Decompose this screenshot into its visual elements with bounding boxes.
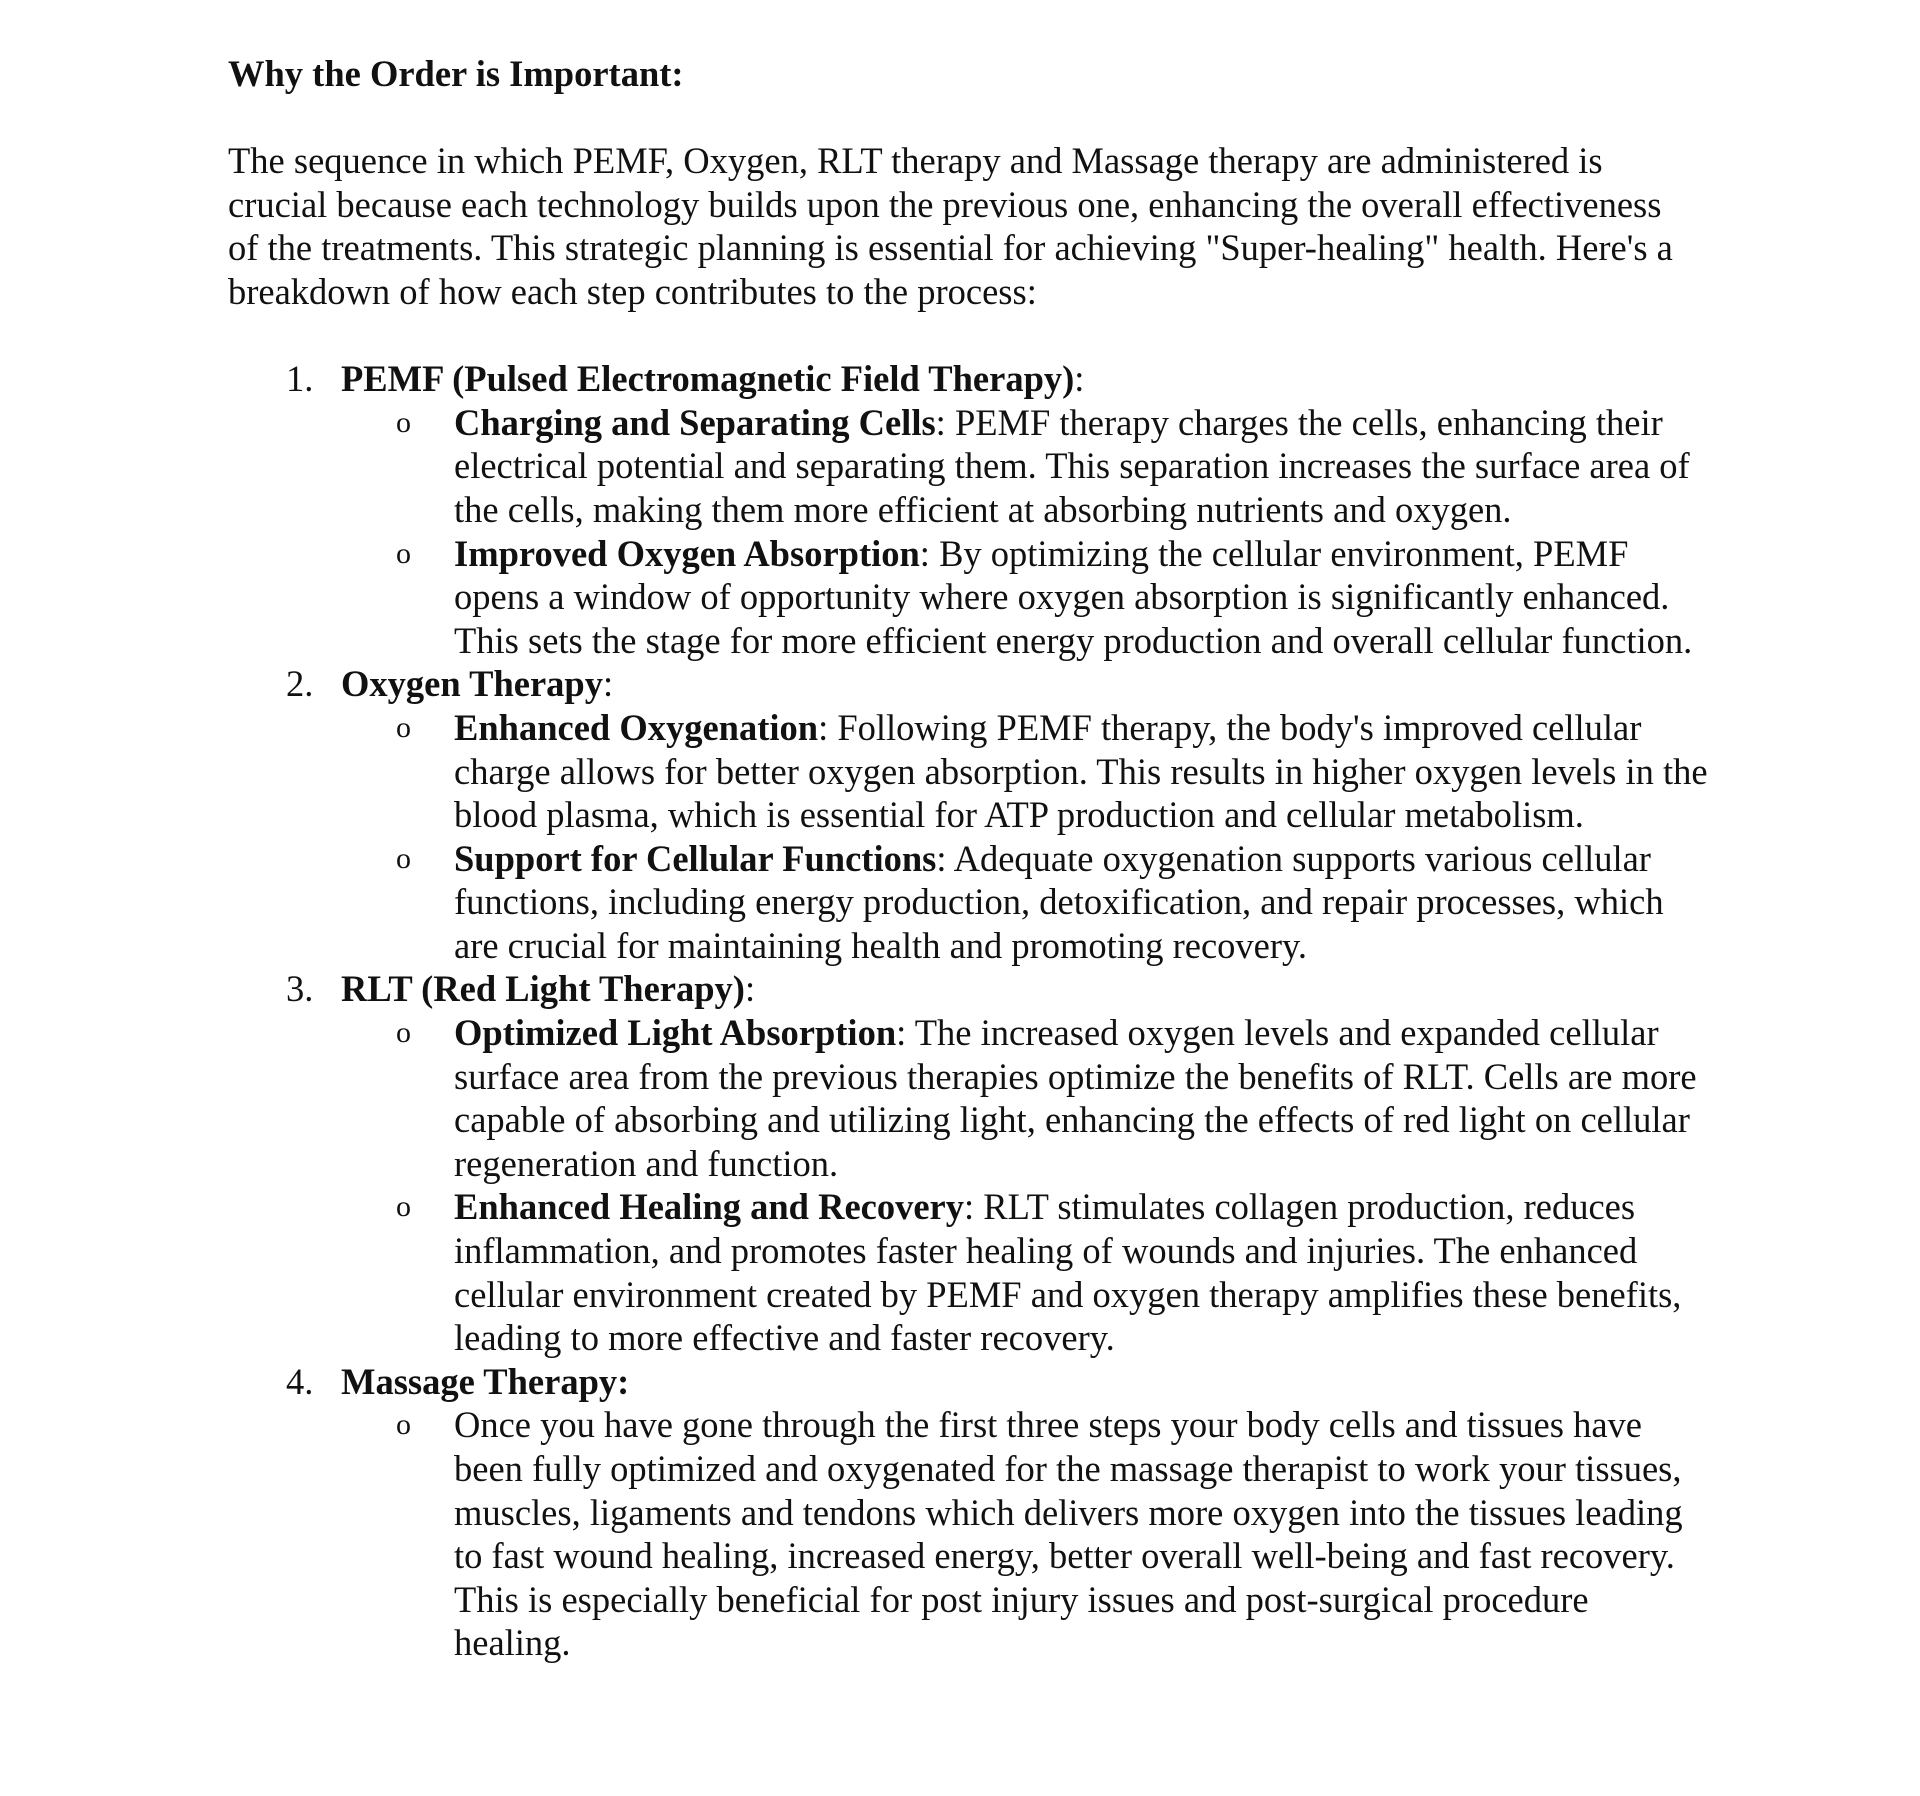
section-heading: Why the Order is Important: xyxy=(228,53,684,94)
steps-list xyxy=(228,357,1728,1665)
step-number: 4. xyxy=(286,1360,314,1402)
sub-item-text xyxy=(454,1403,1714,1665)
sub-item-body: : Following PEMF therapy, the body's improved cellular charge allows for better oxygen absorption. This results in higher oxygen levels in the blood plasma, which is essential for ATP production and cellular metabolism. xyxy=(454,706,1708,836)
document-page xyxy=(228,52,1728,1665)
circle-bullet-icon: o xyxy=(396,536,411,570)
sub-item-text xyxy=(454,1011,1714,1185)
sub-list xyxy=(341,1011,1728,1360)
step-title-bold: Massage Therapy: xyxy=(341,1360,630,1402)
sub-item-term: Enhanced Oxygenation xyxy=(454,706,819,748)
sub-item-term: Improved Oxygen Absorption xyxy=(454,532,920,574)
step-title xyxy=(341,1361,629,1402)
step-title xyxy=(341,358,1084,399)
sub-item-term: Enhanced Healing and Recovery xyxy=(454,1186,965,1228)
sub-item-text xyxy=(454,532,1714,663)
sub-item-term: Optimized Light Absorption xyxy=(454,1012,897,1054)
sub-item-body: Once you have gone through the first three steps your body cells and tissues have been fully optimized and oxygenated for the massage therapist to work your tissues, muscles, ligaments and tendons which delivers more oxygen into the tissues leading to fast wound healing, increased energy, better overall well-being and fast recovery. This is especially beneficial for post injury issues and post-surgical procedure healing. xyxy=(454,1404,1683,1664)
step-number: 1. xyxy=(286,358,314,400)
sub-item xyxy=(341,401,1728,532)
sub-list xyxy=(341,401,1728,663)
step-item-pemf xyxy=(228,357,1728,662)
sub-item-text xyxy=(454,1185,1714,1359)
intro-paragraph: The sequence in which PEMF, Oxygen, RLT therapy and Massage therapy are administered is crucial because each technology builds upon the previous one, enhancing the overall effectiveness of the treatments. This strategic planning is essential for achieving "Super-healing" health. Here's a breakdown of how each step contributes to the process: xyxy=(228,140,1673,312)
sub-item-body: : RLT stimulates collagen production, reduces inflammation, and promotes faster healing of wounds and injuries. The enhanced cellular environment created by PEMF and oxygen therapy amplifies these benefits, leading to more effective and faster recovery. xyxy=(454,1186,1682,1359)
sub-item-body: : PEMF therapy charges the cells, enhancing their electrical potential and separating them. This separation increases the surface area of the cells, making them more efficient at absorbing nutrients and oxygen. xyxy=(454,401,1690,530)
sub-item-body: : The increased oxygen levels and expanded cellular surface area from the previous therapies optimize the benefits of RLT. Cells are more capable of absorbing and utilizing light, enhancing the effects of red light on cellular regeneration and function. xyxy=(454,1012,1697,1184)
step-title-suffix: : xyxy=(744,968,756,1010)
step-title xyxy=(341,663,613,704)
sub-item xyxy=(341,1011,1728,1185)
sub-list xyxy=(341,1403,1728,1665)
sub-item-body: : Adequate oxygenation supports various cellular functions, including energy production, detoxification, and repair processes, which are crucial for maintaining health and promoting recovery. xyxy=(454,837,1664,966)
step-item-rlt xyxy=(228,967,1728,1359)
sub-item-text xyxy=(454,706,1714,837)
sub-item xyxy=(341,1403,1728,1665)
sub-item xyxy=(341,837,1728,968)
sub-item-text xyxy=(454,837,1714,968)
circle-bullet-icon: o xyxy=(396,1190,411,1224)
circle-bullet-icon: o xyxy=(396,1016,411,1050)
sub-item-term: Charging and Separating Cells xyxy=(454,401,936,443)
step-number: 2. xyxy=(286,663,314,705)
circle-bullet-icon: o xyxy=(396,841,411,875)
step-title-bold: Oxygen Therapy xyxy=(341,663,603,705)
sub-item-body: : By optimizing the cellular environment, PEMF opens a window of opportunity where oxygen absorption is significantly enhanced. This sets the stage for more efficient energy production and overall cellular function. xyxy=(454,532,1693,661)
sub-item-text xyxy=(454,401,1714,532)
step-title-suffix: : xyxy=(1074,358,1085,400)
circle-bullet-icon: o xyxy=(396,405,411,439)
step-item-massage xyxy=(228,1360,1728,1665)
sub-item-term: Support for Cellular Functions xyxy=(454,837,937,879)
step-title-bold: PEMF (Pulsed Electromagnetic Field Therapy) xyxy=(341,358,1075,400)
sub-item xyxy=(341,532,1728,663)
step-item-oxygen xyxy=(228,662,1728,967)
step-title-suffix: : xyxy=(602,663,614,705)
circle-bullet-icon: o xyxy=(396,1408,411,1442)
circle-bullet-icon: o xyxy=(396,710,411,744)
sub-item xyxy=(341,706,1728,837)
step-title-bold: RLT (Red Light Therapy) xyxy=(341,968,745,1010)
sub-list xyxy=(341,706,1728,968)
step-number: 3. xyxy=(286,968,314,1010)
step-title xyxy=(341,968,755,1009)
sub-item xyxy=(341,1185,1728,1359)
